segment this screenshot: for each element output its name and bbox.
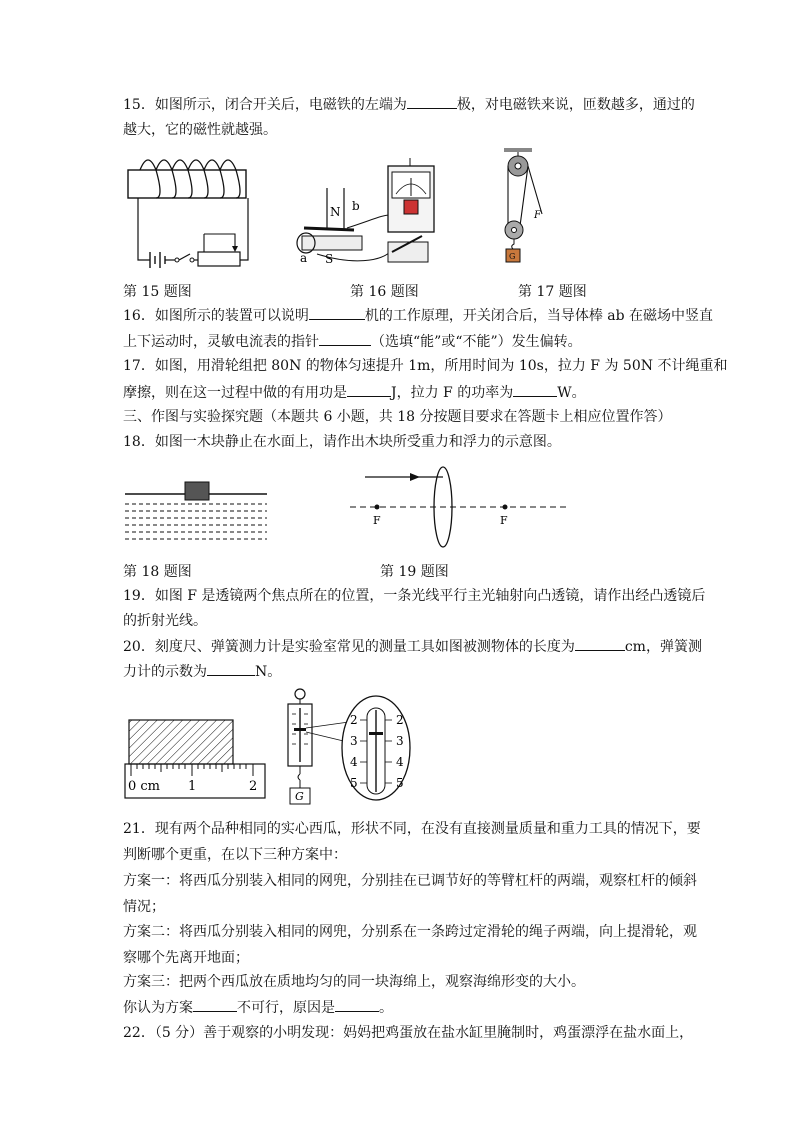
- svg-text:N: N: [330, 205, 341, 219]
- svg-text:0 cm: 0 cm: [128, 779, 161, 794]
- svg-text:2: 2: [396, 713, 404, 727]
- svg-text:F: F: [373, 514, 381, 527]
- answer-blank[interactable]: [319, 331, 371, 346]
- q17-line1: 17．如图，用滑轮组把 80N 的物体匀速提升 1m，所用时间为 10s，拉力 F 为 50N 不计绳重和: [123, 358, 728, 374]
- svg-text:b: b: [352, 199, 360, 213]
- svg-text:3: 3: [396, 734, 404, 748]
- answer-blank[interactable]: [207, 661, 255, 676]
- figure-15-electromagnet: [120, 150, 260, 275]
- q21-plan1-line1: 方案一：将西瓜分别装入相同的网兜，分别挂在已调节好的等臂杠杆的两端，观察杠杆的倾斜: [123, 873, 697, 889]
- q21-plan2-line2: 察哪个先离开地面；: [123, 950, 249, 966]
- svg-text:F: F: [534, 210, 541, 221]
- figure-18-floating-block: [125, 480, 270, 550]
- svg-text:5: 5: [350, 776, 358, 790]
- svg-text:3: 3: [350, 734, 358, 748]
- q20-line1: 20．刻度尺、弹簧测力计是实验室常见的测量工具如图被测物体的长度为 cm，弹簧测: [123, 636, 702, 657]
- caption-figure-18: 第 18 题图: [123, 564, 192, 580]
- answer-blank[interactable]: [193, 997, 237, 1012]
- answer-blank[interactable]: [309, 305, 365, 320]
- caption-figure-16: 第 16 题图: [350, 284, 419, 300]
- figure-19-convex-lens: [350, 462, 570, 532]
- svg-text:F: F: [500, 514, 508, 527]
- caption-figure-17: 第 17 题图: [518, 284, 587, 300]
- svg-text:2: 2: [249, 779, 258, 794]
- figure-17-pulley: [490, 148, 560, 273]
- svg-text:4: 4: [396, 755, 404, 769]
- q17-line2: 摩擦，则在这一过程中做的有用功是 J，拉力 F 的功率为 W。: [123, 382, 586, 403]
- caption-figure-19: 第 19 题图: [380, 564, 449, 580]
- q16-line1: 16．如图所示的装置可以说明 机的工作原理，开关闭合后，当导体棒 ab 在磁场中竖直: [123, 305, 713, 326]
- svg-text:G: G: [509, 252, 516, 261]
- answer-blank[interactable]: [575, 636, 625, 651]
- answer-blank[interactable]: [347, 382, 391, 397]
- q19-line1: 19．如图 F 是透镜两个焦点所在的位置，一条光线平行主光轴射向凸透镜，请作出经凸透镜后: [123, 588, 706, 604]
- caption-figure-15: 第 15 题图: [123, 284, 192, 300]
- q19-line2: 的折射光线。: [123, 613, 207, 629]
- q21-plan2-line1: 方案二：将西瓜分别装入相同的网兜，分别系在一条跨过定滑轮的绳子两端，向上提滑轮，观: [123, 924, 697, 940]
- svg-text:1: 1: [188, 779, 197, 794]
- answer-blank[interactable]: [335, 997, 379, 1012]
- q21-line1: 21．现有两个品种相同的实心西瓜，形状不同，在没有直接测量质量和重力工具的情况下，要: [123, 821, 701, 837]
- figure-16-generator: [292, 150, 442, 272]
- q21-plan3: 方案三：把两个西瓜放在质地均匀的同一块海绵上，观察海绵形变的大小。: [123, 974, 585, 990]
- q15-line1: 15．如图所示，闭合开关后，电磁铁的左端为 极，对电磁铁来说，匝数越多，通过的: [123, 94, 695, 115]
- svg-text:S: S: [325, 252, 334, 266]
- section-3-heading: 三、作图与实验探究题（本题共 6 小题，共 18 分按题目要求在答题卡上相应位置作答）: [123, 409, 672, 425]
- q15-line2: 越大，它的磁性就越强。: [123, 122, 277, 138]
- q21-plan1-line2: 情况；: [123, 899, 165, 915]
- answer-blank[interactable]: [513, 382, 557, 397]
- svg-text:5: 5: [396, 776, 404, 790]
- q18-line1: 18．如图一木块静止在水面上，请作出木块所受重力和浮力的示意图。: [123, 434, 561, 450]
- figure-20-ruler: [125, 718, 270, 803]
- svg-text:4: 4: [350, 755, 358, 769]
- q22-line1: 22．（5 分）善于观察的小明发现：妈妈把鸡蛋放在盐水缸里腌制时，鸡蛋漂浮在盐水面上，: [123, 1025, 694, 1041]
- svg-text:2: 2: [350, 713, 358, 727]
- svg-text:a: a: [300, 251, 308, 265]
- svg-text:G: G: [295, 790, 304, 803]
- q16-line2: 上下运动时，灵敏电流表的指针 （选填“能”或“不能”）发生偏转。: [123, 331, 582, 352]
- figure-20-spring-scale: [278, 688, 418, 813]
- q21-answer-line: 你认为方案 不可行，原因是 。: [123, 997, 393, 1018]
- q20-line2: 力计的示数为 N。: [123, 661, 281, 682]
- answer-blank[interactable]: [407, 94, 457, 109]
- q21-line2: 判断哪个更重，在以下三种方案中：: [123, 847, 347, 863]
